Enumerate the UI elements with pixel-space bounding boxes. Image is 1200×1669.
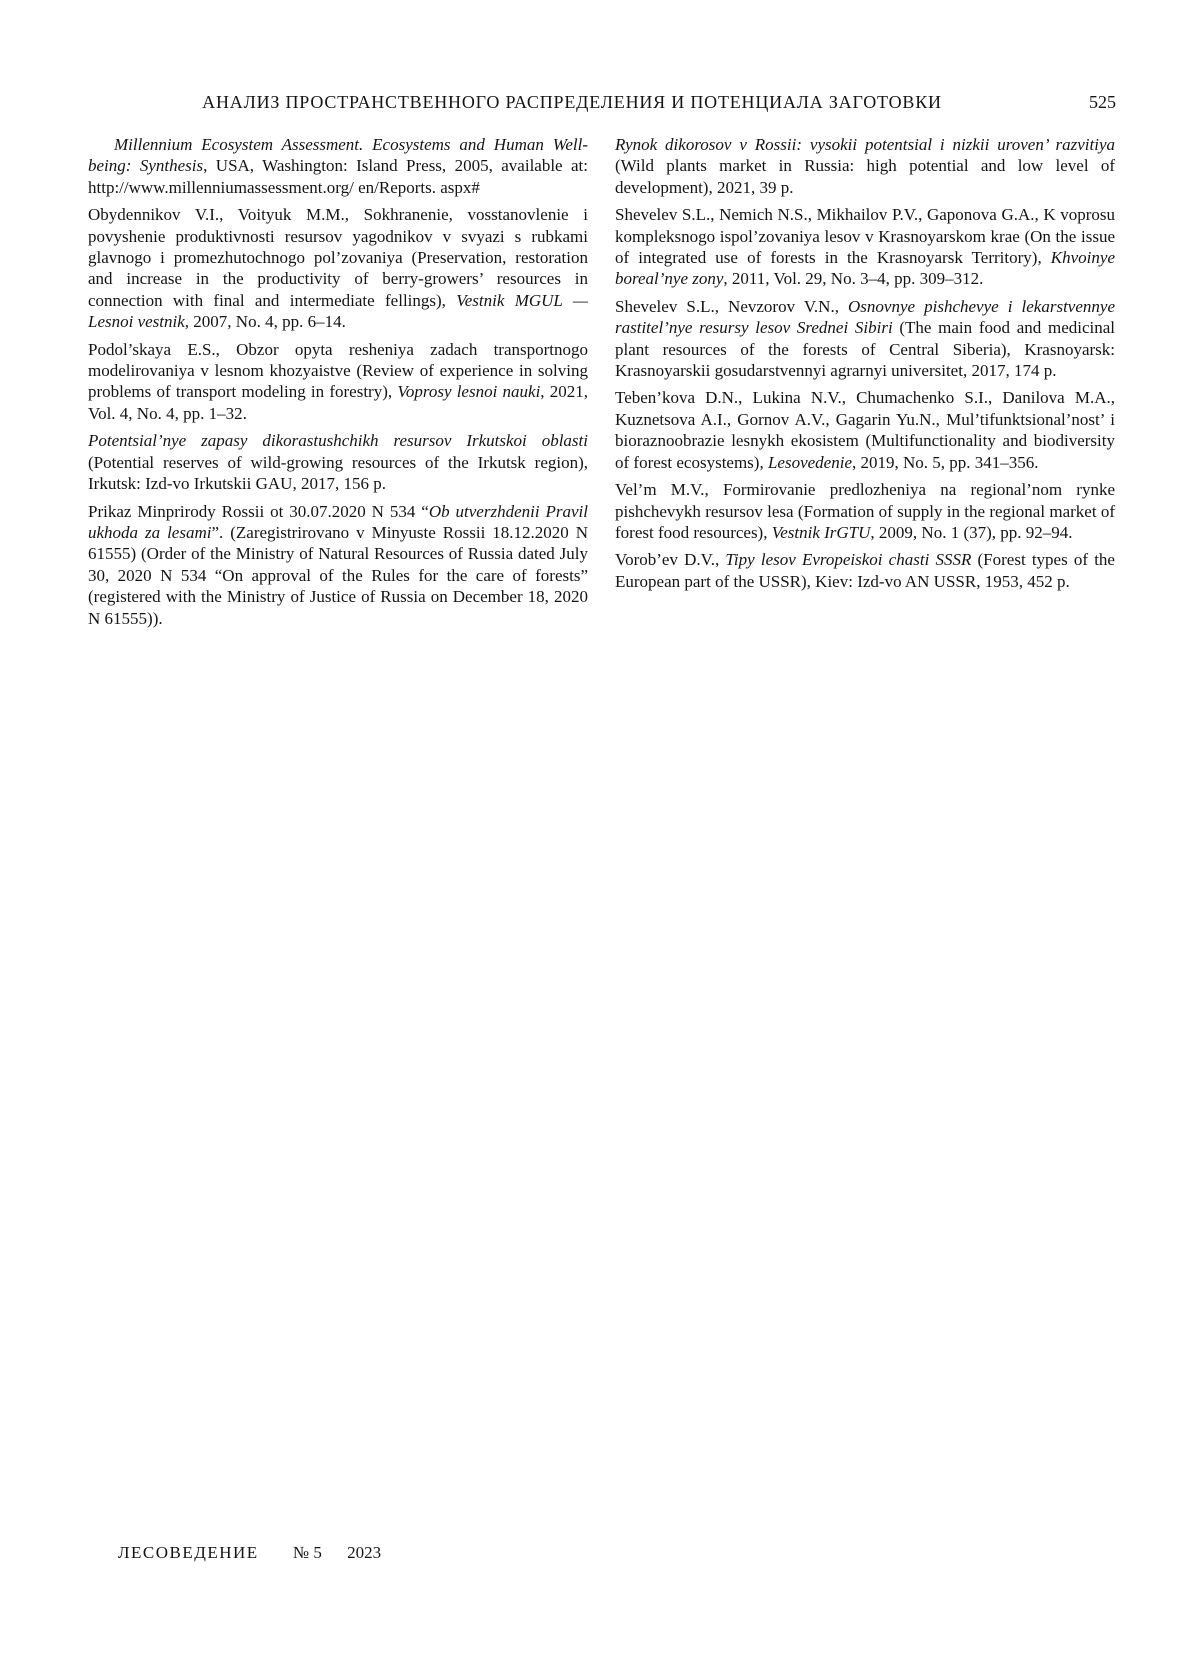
reference-entry — [88, 339, 588, 425]
reference-entry — [615, 134, 1115, 198]
reference-text: Shevelev S.L., Nevzorov V.N., — [615, 296, 849, 316]
references-column-left — [88, 134, 588, 635]
reference-text: (Forest types of the European part of the USSR), Kiev: Izd-vo AN USSR, 1953, 452 p. — [615, 550, 1115, 591]
reference-source-title: Rynok dikorosov v Rossii: vysokii potentsial i nizkii uroven’ razvitiya — [615, 135, 1115, 154]
reference-entry — [615, 549, 1115, 592]
reference-text: Vel’m M.V., Formirovanie predlozheniya na regional’nom rynke pishchevykh resursov lesa (Formation of supply in the regional market of forest food resources), — [615, 480, 1115, 542]
reference-text: Shevelev S.L., Nemich N.S., Mikhailov P.V., Gaponova G.A., K voprosu kompleksnogo ispol’zovaniya lesov v Krasnoyarskom krae (On the issue of integrated use of forests in the Krasnoyarsk Territory), — [615, 205, 1115, 268]
footer-journal-name: ЛЕСОВЕДЕНИЕ — [118, 1543, 259, 1562]
reference-source-title: Vestnik IrGTU — [771, 522, 871, 542]
page-number: 525 — [1089, 92, 1116, 112]
reference-text: Obydennikov V.I., Voityuk M.M., Sokhranenie, vosstanovlenie i povyshenie produktivnosti resursov yagodnikov v svyazi s rubkami glavnogo i promezhutochnogo pol’zovaniya (Preservation, restoration and increase in the productivity of berry-growers’ resources in connection with final and intermediate fellings), — [88, 205, 588, 310]
reference-entry — [88, 134, 588, 198]
reference-text: (The main food and medicinal plant resources of the forests of Central Siberia), Krasnoyarsk: Krasnoyarskii gosudarstvennyi agrarnyi universitet, 2017, 174 p. — [615, 318, 1115, 381]
reference-text: Vorob’ev D.V., — [615, 550, 726, 570]
reference-source-title: Ob utverzhdenii Pravil ukhoda za lesami — [88, 501, 588, 542]
reference-entry — [615, 387, 1115, 473]
reference-source-title: Osnovnye pishchevye i lekarstvennye rastitel’nye resursy lesov Srednei Sibiri — [615, 296, 1115, 338]
reference-entry — [88, 430, 588, 494]
reference-text: Teben’kova D.N., Lukina N.V., Chumachenko S.I., Danilova M.A., Kuznetsova A.I., Gornov A.V., Gagarin Yu.N., Mul’tifunktsional’nost’ i bioraznoobrazie lesnykh ekosistem (Multifunctionality and biodiversity of forest ecosystems), — [615, 388, 1115, 472]
running-title: АНАЛИЗ ПРОСТРАНСТВЕННОГО РАСПРЕДЕЛЕНИЯ И ПОТЕНЦИАЛА ЗАГОТОВКИ — [202, 92, 942, 112]
references-column-right — [615, 134, 1115, 635]
reference-text: , 2019, No. 5, pp. 341–356. — [852, 452, 1039, 472]
page-header — [88, 92, 1116, 116]
reference-text: (Potential reserves of wild-growing resources of the Irkutsk region), Irkutsk: Izd-vo Irkutskii GAU, 2017, 156 p. — [88, 452, 588, 494]
reference-source-title: Tipy lesov Evropeiskoi chasti SSSR — [725, 550, 972, 570]
reference-source-title: Khvoinye boreal’nye zony — [615, 248, 1115, 289]
reference-entry — [615, 204, 1115, 290]
reference-text: (Wild plants market in Russia: high potential and low level of development), 2021, 39 p. — [615, 156, 1115, 197]
reference-entry — [88, 204, 588, 332]
reference-text: , 2011, Vol. 29, No. 3–4, pp. 309–312. — [723, 269, 984, 289]
footer-year: 2023 — [347, 1543, 382, 1562]
reference-text: , USA, Washington: Island Press, 2005, available at: http://www.millenniumassessment.org/ en/Reports. aspx# — [88, 156, 589, 197]
reference-text: Prikaz Minprirody Rossii ot 30.07.2020 N 534 “ — [88, 501, 429, 521]
reference-entry — [615, 479, 1115, 543]
reference-text: ”. (Zaregistrirovano v Minyuste Rossii 18.12.2020 N 61555) (Order of the Ministry of Natural Resources of Russia dated July 30, 2020 N 534 “On approval of the Rules for the care of forests” (registered with the Ministry of Justice of Russia on December 18, 2020 N 61555)). — [88, 522, 588, 628]
reference-text: Podol’skaya E.S., Obzor opyta resheniya zadach transportnogo modelirovaniya v lesnom khozyaistve (Review of experience in solving problems of transport modeling in forestry), — [88, 339, 588, 402]
reference-entry — [88, 501, 588, 629]
footer-issue: № 5 — [292, 1543, 322, 1562]
reference-source-title: Lesovedenie — [767, 452, 852, 472]
reference-text: , 2007, No. 4, pp. 6–14. — [184, 312, 346, 332]
reference-source-title: Potentsial’nye zapasy dikorastushchikh resursov Irkutskoi oblasti — [88, 431, 588, 451]
reference-entry — [615, 296, 1115, 382]
reference-source-title: Millennium Ecosystem Assessment. Ecosystems and Human Well-being: Synthesis — [88, 135, 588, 176]
page-footer — [118, 1543, 381, 1563]
reference-text: , 2009, No. 1 (37), pp. 92–94. — [870, 522, 1073, 542]
reference-text: , 2021, Vol. 4, No. 4, pp. 1–32. — [88, 382, 589, 423]
reference-source-title: Voprosy lesnoi nauki — [397, 382, 541, 402]
reference-source-title: Vestnik MGUL — Lesnoi vestnik — [88, 290, 588, 332]
references-section — [88, 134, 1116, 635]
